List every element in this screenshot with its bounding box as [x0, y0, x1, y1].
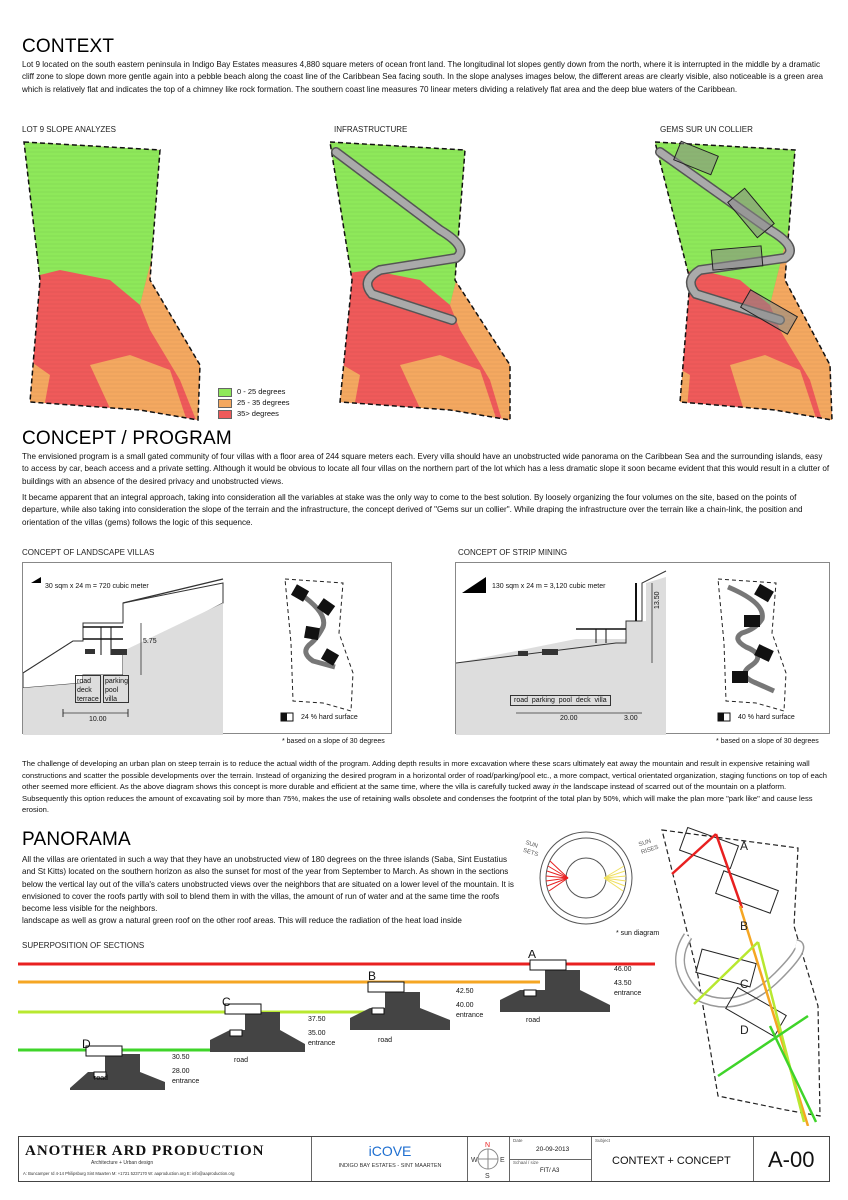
legend-label: 25 - 35 degrees	[237, 398, 290, 407]
section-road-d: road	[94, 1075, 109, 1082]
sun-diagram-note: * sun diagram	[616, 930, 660, 937]
superposition-title: SUPERPOSITION OF SECTIONS	[22, 941, 145, 950]
challenge-paragraph: The challenge of developing an urban plan on steep terrain is to reduce the actual width of the program. Adding depth results in more excavation where these scars ultimately eat away the mountain and result in expensive retaining wall constructions and scatter the possible developments over the terrain. Instead of organizing the desired program in a horizontal order of road/parking/pool etc., a more compact, vertical orientated organization, staging functions on top of each other seemed more efficient. As the above diagram shows this concept is more durable and efficient at the same time, where the villa is carefully tucked away in the landscape instead of scarred out of the mountain on a platform. Subsequently this option reduces the amount of excavating soil by more than 75%, makes the use of retaining walls obsolete and condenses the footprint of the total plan by 50%, which will make the plan more "park like" and cause less erosion.	[22, 759, 827, 815]
scale-label: Schaal / size	[513, 1160, 539, 1165]
section-letter-c: C	[222, 995, 231, 1009]
subject-value: CONTEXT + CONCEPT	[612, 1155, 731, 1167]
concept-paragraph-1: The envisioned program is a small gated community of four villas with a floor area of 244 square meters each. Every villa should have an unobstructed wide panorama on the Caribbean Sea and the surrounding islands, easy to access by car, beach access and a private setting. Although it would be obvious to locate all four villas on the northern part of the lot which has a less dramatic slope it soon became evident that this would result in a clutter of buildings with an absence of the desired privacy and unobstructed views.	[22, 452, 830, 486]
company-sub: Architecture + Urban design	[91, 1160, 154, 1166]
landscape-stack-left: road deck terrace	[75, 675, 101, 703]
compass-s: S	[485, 1173, 490, 1180]
legend-swatch-green	[218, 388, 232, 397]
sun-rises-label: SUN RISES	[638, 838, 660, 856]
panorama-plan	[658, 826, 838, 1126]
landscape-villas-title: CONCEPT OF LANDSCAPE VILLAS	[22, 548, 155, 557]
strip-labels-row: road parking pool deck villa	[510, 695, 611, 706]
plan-letter-b: B	[740, 919, 749, 933]
compass-n: N	[485, 1142, 491, 1149]
strip-height-label: 13.50	[654, 591, 661, 609]
project-name: iCOVE	[368, 1143, 412, 1159]
slope-map-title: LOT 9 SLOPE ANALYZES	[22, 125, 116, 134]
sun-sets-label: SUN SETS	[522, 840, 539, 859]
compass-w: W	[471, 1157, 478, 1164]
compass-cell	[467, 1137, 509, 1181]
section-c-top: 37.50	[308, 1016, 326, 1023]
strip-note: * based on a slope of 30 degrees	[716, 738, 819, 745]
landscape-height-label: 5.75	[143, 638, 157, 645]
section-a-top: 46.00	[614, 966, 632, 973]
legend-label: 35> degrees	[237, 409, 279, 418]
section-road-c: road	[234, 1057, 249, 1064]
infra-map-terrain	[300, 130, 600, 430]
project-cell	[311, 1137, 467, 1181]
landscape-width-label: 10.00	[89, 716, 107, 723]
landscape-villas-diagram	[22, 562, 392, 734]
strip-hard-surface-label: 40 % hard surface	[738, 714, 795, 721]
slope-legend	[218, 386, 290, 419]
superposition-sections	[0, 950, 660, 1090]
section-c-bottom: 35.00	[308, 1030, 326, 1037]
date-label: Date	[513, 1138, 523, 1143]
section-d-entrance: entrance	[172, 1078, 200, 1085]
context-heading: CONTEXT	[22, 36, 115, 57]
section-a-entrance: entrance	[614, 990, 642, 997]
section-letter-d: D	[82, 1037, 91, 1051]
section-d-bottom: 28.00	[172, 1068, 190, 1075]
landscape-stack-right: parking pool villa	[103, 675, 129, 703]
legend-label: 0 - 25 degrees	[237, 387, 286, 396]
strip-mining-title: CONCEPT OF STRIP MINING	[458, 548, 568, 557]
section-letter-b: B	[368, 969, 377, 983]
slope-maps-svg	[0, 130, 848, 430]
section-road-a: road	[526, 1017, 541, 1024]
project-sub: INDIGO BAY ESTATES - SINT MAARTEN	[338, 1163, 442, 1169]
section-c-entrance: entrance	[308, 1040, 336, 1047]
panorama-heading: PANORAMA	[22, 829, 131, 850]
strip-width-label: 20.00	[560, 715, 578, 722]
landscape-volume-label: 30 sqm x 24 m = 720 cubic meter	[45, 583, 149, 590]
section-a-bottom: 43.50	[614, 980, 632, 987]
context-paragraph: Lot 9 located on the south eastern peninsula in Indigo Bay Estates measures 4,880 square meters of ocean front land. The longitudinal lot slopes gently down from the north, where it is interrupted in the middle by a dramatic cliff zone to slope down more gentle again into a pebble beach along the coast line of the Caribbean Sea facing south. In the slope analyses images below, the different areas are clearly visible, also noticeable is a green area which is relatively flat and indicates the top of a chimney like rock formation. The southern coast line measures 70 linear meters dividing a relatively flat area and the deep blue waters of the Caribbean.	[22, 60, 824, 94]
sheet-cell	[753, 1137, 831, 1181]
concept-heading: CONCEPT / PROGRAM	[22, 428, 232, 449]
panorama-paragraph-line: landscape as well as grow a natural green roof on the other roof areas. This will reduce the radiation of the heat load inside	[22, 916, 462, 925]
section-b-top: 42.50	[456, 988, 474, 995]
title-block	[18, 1136, 830, 1182]
subject-label: Subject	[595, 1138, 611, 1143]
subject-cell	[591, 1137, 753, 1181]
section-letter-a: A	[528, 950, 537, 961]
scale-value: FIT/ A3	[540, 1168, 560, 1174]
section-b-bottom: 40.00	[456, 1002, 474, 1009]
strip-mining-diagram	[455, 562, 830, 734]
gems-map-title: GEMS SUR UN COLLIER	[660, 125, 753, 134]
panorama-paragraph: All the villas are orientated in such a way that they have an unobstructed view of 180 degrees on the three islands (Saba, Sint Eustatius and St Kitts) located on the southern horizon as also the sunset for most of the year from September to March. As shown in the sections below the vertical lay out of the villa's caters unobstructed views over the neighbors that are situated on a lower level of the mountain. It is envisioned to cover the roofs partly with soil to blend them in with the villas, the amount of run of water and at the same time the roofs become less visible for the neighbors.	[22, 855, 514, 914]
plan-letter-c: C	[740, 977, 749, 991]
date-value: 20-09-2013	[536, 1146, 570, 1153]
compass-e: E	[500, 1157, 505, 1164]
landscape-hard-surface-label: 24 % hard surface	[301, 714, 358, 721]
sheet-number: A-00	[768, 1147, 815, 1172]
section-d-top: 30.50	[172, 1054, 190, 1061]
legend-swatch-red	[218, 410, 232, 419]
company-name: ANOTHER ARD PRODUCTION	[25, 1143, 265, 1159]
section-b-entrance: entrance	[456, 1012, 484, 1019]
concept-paragraph-2: It became apparent that an integral approach, taking into consideration all the variables at stake was the only way to come to the best solution. By loosely organizing the four volumes on the site, based on the points of departure, while also taking into consideration the slope of the terrain and the infrastructure, the concept derived of "Gems sur un collier". While draping the infrastructure over the terrain like a chain-link, the position and orientation of the villas (gems) follows the logic of this sequence.	[22, 493, 803, 527]
compass-icon	[468, 1137, 510, 1181]
legend-swatch-orange	[218, 399, 232, 408]
company-address: A: Buncamper rd 4-14 Philipsburg Sint Maarten M: +1721 5237170 W: aaproduction.org E: info@aaproduction.org	[23, 1171, 235, 1176]
plan-letter-d: D	[740, 1023, 749, 1037]
gems-map-terrain	[630, 130, 848, 430]
infrastructure-map-title: INFRASTRUCTURE	[334, 125, 408, 134]
strip-width2-label: 3.00	[624, 715, 638, 722]
plan-letter-a: A	[740, 839, 749, 853]
section-road-b: road	[378, 1037, 393, 1044]
landscape-note: * based on a slope of 30 degrees	[282, 738, 385, 745]
date-cell	[509, 1137, 591, 1181]
strip-volume-label: 130 sqm x 24 m = 3,120 cubic meter	[492, 583, 606, 590]
